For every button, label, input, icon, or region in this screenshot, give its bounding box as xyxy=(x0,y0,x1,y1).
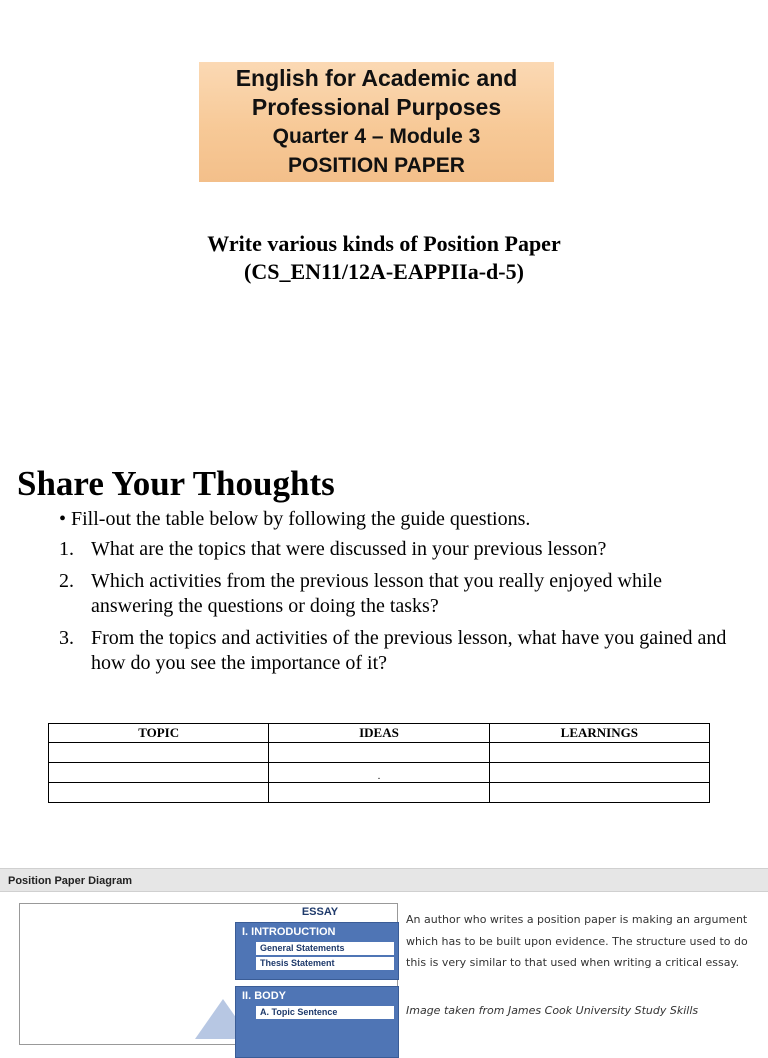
intro-row-general: General Statements xyxy=(256,942,394,955)
table-cell[interactable] xyxy=(489,763,709,783)
table-cell[interactable] xyxy=(269,743,489,763)
banner-line-3: Quarter 4 – Module 3 xyxy=(272,125,481,148)
module-title-banner xyxy=(199,62,554,182)
table-row xyxy=(49,743,710,763)
question-text: From the topics and activities of the previous lesson, what have you gained and how do you see the importance of it? xyxy=(91,627,727,674)
section-title: Share Your Thoughts xyxy=(17,464,335,503)
question-number: 2. xyxy=(59,570,74,592)
table-cell[interactable] xyxy=(269,763,489,783)
diagram-description: An author who writes a position paper is making an argument which has to be built upon evidence. The structure used to do this is very similar to that used when writing a critical essay. xyxy=(406,913,748,969)
learning-objective xyxy=(0,230,768,286)
objective-code: (CS_EN11/12A-EAPPIIa-d-5) xyxy=(244,259,524,284)
header-topic: TOPIC xyxy=(49,724,269,743)
body-heading: II. BODY xyxy=(242,990,287,1002)
thoughts-table xyxy=(48,723,710,803)
table-cell[interactable] xyxy=(269,783,489,803)
table-cell[interactable] xyxy=(49,783,269,803)
body-row-topic: A. Topic Sentence xyxy=(256,1006,394,1019)
instruction-bullet: • Fill-out the table below by following the guide questions. xyxy=(59,508,531,530)
table-row xyxy=(49,763,710,783)
banner-line-2: Professional Purposes xyxy=(251,94,502,120)
essay-label: ESSAY xyxy=(301,906,339,918)
table-cell[interactable] xyxy=(49,743,269,763)
banner-line-4: POSITION PAPER xyxy=(288,154,465,177)
question-number: 3. xyxy=(59,627,74,649)
introduction-heading: I. INTRODUCTION xyxy=(242,926,336,938)
question-number: 1. xyxy=(59,538,74,560)
table-row xyxy=(49,783,710,803)
header-ideas: IDEAS xyxy=(269,724,489,743)
diagram-section-header: Position Paper Diagram xyxy=(0,868,768,892)
introduction-block xyxy=(235,922,399,980)
header-learnings: LEARNINGS xyxy=(489,724,709,743)
table-cell[interactable] xyxy=(489,783,709,803)
question-text: What are the topics that were discussed in your previous lesson? xyxy=(91,538,607,560)
question-text: Which activities from the previous lesson that you really enjoyed while answering the questions or doing the tasks? xyxy=(91,570,662,617)
intro-row-thesis: Thesis Statement xyxy=(256,957,394,970)
table-cell[interactable] xyxy=(489,743,709,763)
objective-line-1: Write various kinds of Position Paper xyxy=(207,231,561,256)
body-block xyxy=(235,986,399,1058)
stray-mark: . xyxy=(377,771,381,782)
image-credit: Image taken from James Cook University Study Skills xyxy=(406,1004,699,1017)
table-header-row xyxy=(49,724,710,743)
banner-line-1: English for Academic and xyxy=(235,65,518,91)
table-cell[interactable] xyxy=(49,763,269,783)
